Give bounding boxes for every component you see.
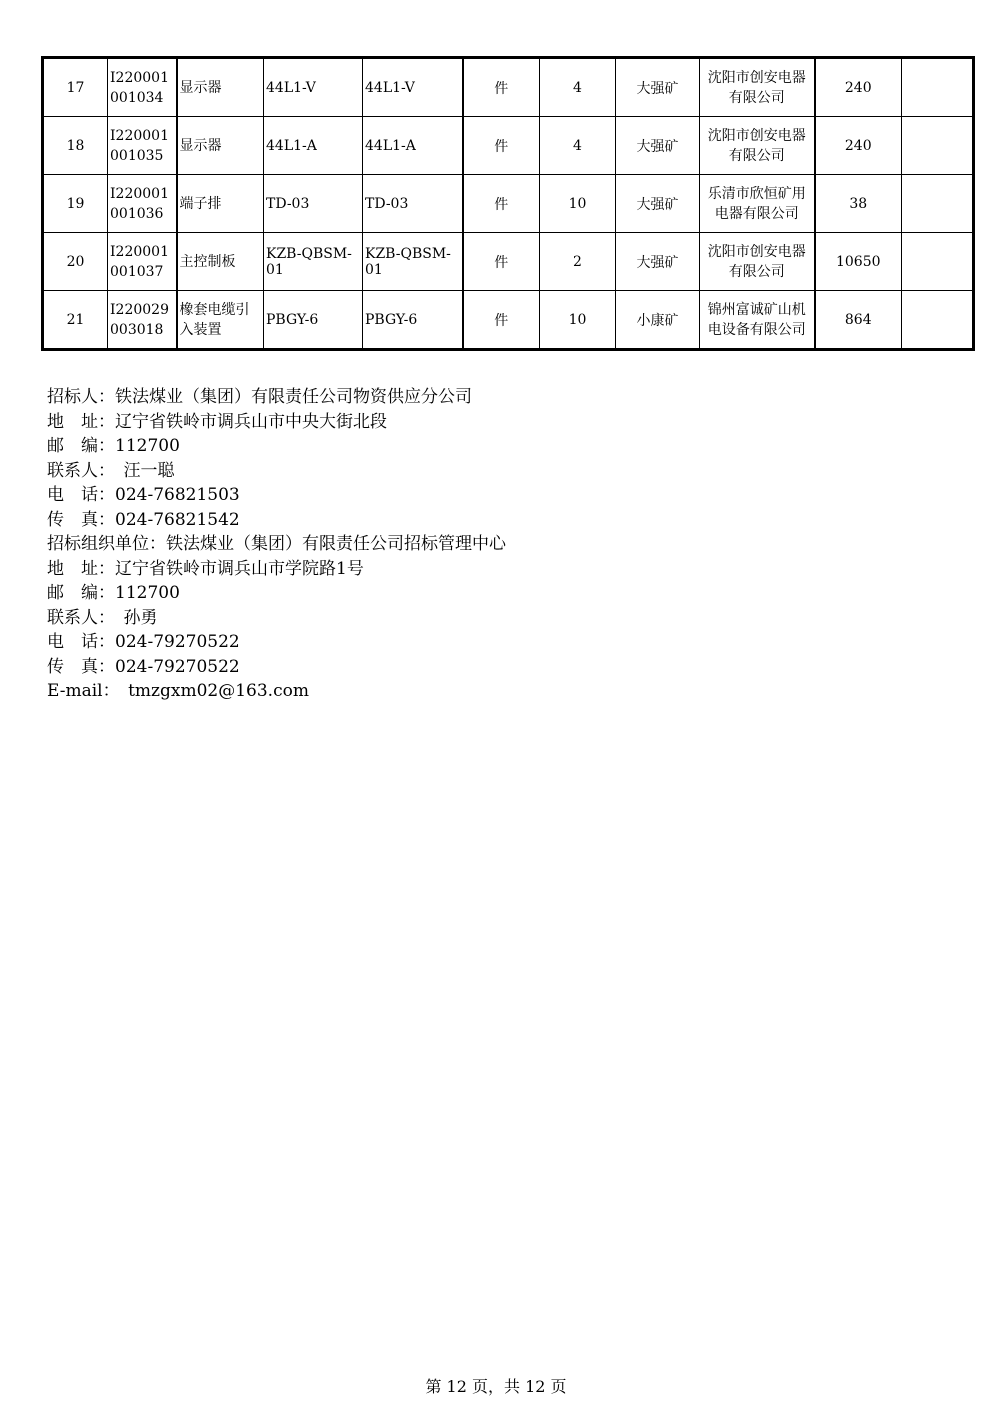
cell-spec: TD-03 — [264, 175, 363, 233]
cell-model: KZB-QBSM-01 — [363, 233, 463, 291]
cell-no: 17 — [43, 58, 108, 117]
cell-unit: 件 — [463, 291, 540, 350]
agency-phone-line: 电 话：024-79270522 — [47, 632, 240, 652]
cell-qty: 4 — [540, 58, 616, 117]
tenderer-phone-line: 电 话：024-76821503 — [47, 485, 240, 505]
table-row — [43, 58, 974, 117]
cell-supplier: 沈阳市创安电器有限公司 — [700, 233, 815, 291]
agency-address-line: 地 址：辽宁省铁岭市调兵山市学院路1号 — [47, 558, 364, 579]
cell-price: 10650 — [815, 233, 902, 291]
cell-price: 38 — [815, 175, 902, 233]
cell-no: 18 — [43, 117, 108, 175]
cell-spec: KZB-QBSM-01 — [264, 233, 363, 291]
contact-info — [47, 385, 506, 704]
cell-remark — [902, 117, 974, 175]
cell-remark — [902, 291, 974, 350]
cell-spec: PBGY-6 — [264, 291, 363, 350]
cell-model: 44L1-A — [363, 117, 463, 175]
cell-qty: 10 — [540, 175, 616, 233]
cell-unit: 件 — [463, 233, 540, 291]
tenderer-postcode-line: 邮 编：112700 — [47, 436, 180, 456]
cell-model: PBGY-6 — [363, 291, 463, 350]
table-row — [43, 291, 974, 350]
cell-unit: 件 — [463, 117, 540, 175]
cell-mine: 大强矿 — [616, 175, 700, 233]
cell-supplier: 锦州富诚矿山机电设备有限公司 — [700, 291, 815, 350]
cell-name: 端子排 — [177, 175, 264, 233]
cell-remark — [902, 233, 974, 291]
cell-qty: 4 — [540, 117, 616, 175]
tenderer-contact-line: 联系人： 汪一聪 — [47, 460, 175, 481]
items-table-body — [43, 58, 974, 350]
cell-spec: 44L1-A — [264, 117, 363, 175]
cell-mine: 小康矿 — [616, 291, 700, 350]
table-row — [43, 233, 974, 291]
cell-name: 橡套电缆引入装置 — [177, 291, 264, 350]
cell-remark — [902, 175, 974, 233]
cell-unit: 件 — [463, 175, 540, 233]
cell-unit: 件 — [463, 58, 540, 117]
cell-model: TD-03 — [363, 175, 463, 233]
cell-qty: 10 — [540, 291, 616, 350]
cell-code: I220001001034 — [108, 58, 177, 117]
cell-code: I220029003018 — [108, 291, 177, 350]
cell-code: I220001001035 — [108, 117, 177, 175]
cell-name: 显示器 — [177, 117, 264, 175]
cell-code: I220001001036 — [108, 175, 177, 233]
cell-no: 19 — [43, 175, 108, 233]
cell-price: 864 — [815, 291, 902, 350]
agency-line: 招标组织单位：铁法煤业（集团）有限责任公司招标管理中心 — [47, 534, 506, 554]
cell-no: 20 — [43, 233, 108, 291]
cell-price: 240 — [815, 58, 902, 117]
cell-model: 44L1-V — [363, 58, 463, 117]
cell-qty: 2 — [540, 233, 616, 291]
cell-spec: 44L1-V — [264, 58, 363, 117]
table-row — [43, 117, 974, 175]
cell-name: 主控制板 — [177, 233, 264, 291]
cell-mine: 大强矿 — [616, 117, 700, 175]
agency-fax-line: 传 真：024-79270522 — [47, 656, 240, 677]
items-table — [41, 56, 975, 351]
table-row — [43, 175, 974, 233]
cell-supplier: 沈阳市创安电器有限公司 — [700, 58, 815, 117]
email-line: E-mail： tmzgxm02@163.com — [47, 681, 309, 701]
page-number: 第 12 页，共 12 页 — [425, 1377, 567, 1396]
cell-mine: 大强矿 — [616, 58, 700, 117]
cell-supplier: 沈阳市创安电器有限公司 — [700, 117, 815, 175]
tenderer-fax-line: 传 真：024-76821542 — [47, 509, 240, 530]
cell-supplier: 乐清市欣恒矿用电器有限公司 — [700, 175, 815, 233]
cell-mine: 大强矿 — [616, 233, 700, 291]
cell-remark — [902, 58, 974, 117]
agency-postcode-line: 邮 编：112700 — [47, 583, 180, 603]
agency-contact-line: 联系人： 孙勇 — [47, 607, 158, 628]
cell-price: 240 — [815, 117, 902, 175]
cell-code: I220001001037 — [108, 233, 177, 291]
tenderer-address-line: 地 址：辽宁省铁岭市调兵山市中央大街北段 — [47, 411, 387, 432]
tenderer-line: 招标人：铁法煤业（集团）有限责任公司物资供应分公司 — [47, 387, 472, 407]
cell-no: 21 — [43, 291, 108, 350]
cell-name: 显示器 — [177, 58, 264, 117]
